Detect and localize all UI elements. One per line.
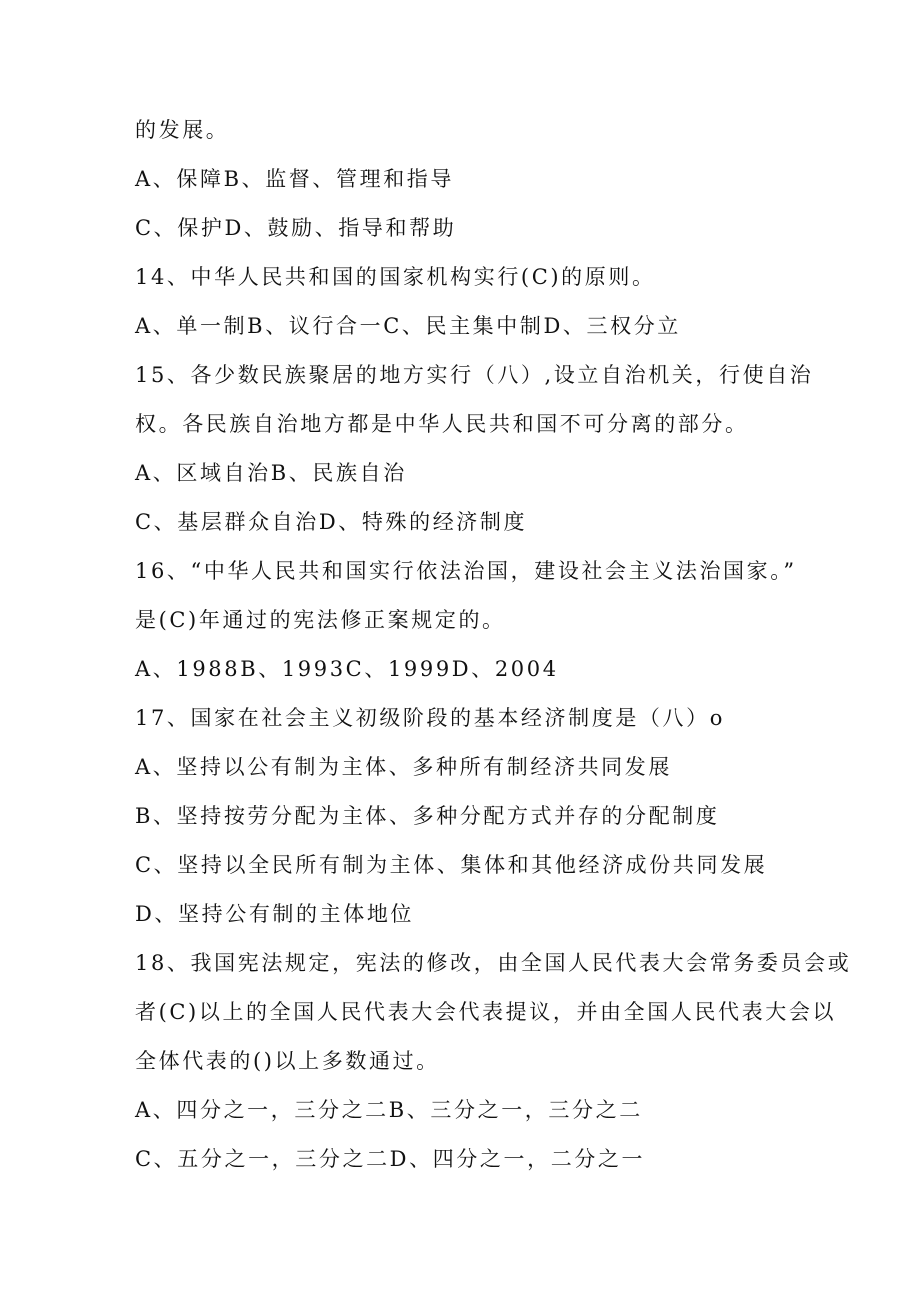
q15-option-cd: C、基层群众自治D、特殊的经济制度 <box>135 510 528 534</box>
q15-question-line1: 15、各少数民族聚居的地方实行（八）,设立自治机关，行使自治 <box>135 363 814 387</box>
q14-options: A、单一制B、议行合一C、民主集中制D、三权分立 <box>135 314 681 338</box>
q13-option-ab: A、保障B、监督、管理和指导 <box>135 167 454 191</box>
q17-option-c: C、坚持以全民所有制为主体、集体和其他经济成份共同发展 <box>135 853 768 877</box>
q18-option-cd: C、五分之一，三分之二D、四分之一，二分之一 <box>135 1147 646 1171</box>
text-line-continuation: 的发展。 <box>135 118 230 142</box>
q15-question-line2: 权。各民族自治地方都是中华人民共和国不可分离的部分。 <box>135 412 749 436</box>
q15-option-ab: A、区域自治B、民族自治 <box>135 461 407 485</box>
q17-option-b: B、坚持按劳分配为主体、多种分配方式并存的分配制度 <box>135 804 720 828</box>
q18-option-ab: A、四分之一，三分之二B、三分之一，三分之二 <box>135 1098 643 1122</box>
q14-question: 14、中华人民共和国的国家机构实行(C)的原则。 <box>135 265 656 289</box>
q18-question-line3: 全体代表的()以上多数通过。 <box>135 1049 440 1073</box>
q18-question-line1: 18、我国宪法规定，宪法的修改，由全国人民代表大会常务委员会或 <box>135 951 852 975</box>
q16-options: A、1988B、1993C、1999D、2004 <box>135 657 559 681</box>
q18-question-line2: 者(C)以上的全国人民代表大会代表提议，并由全国人民代表大会以 <box>135 1000 837 1024</box>
q17-option-d: D、坚持公有制的主体地位 <box>135 902 415 926</box>
q16-question-line2: 是(C)年通过的宪法修正案规定的。 <box>135 608 506 632</box>
q13-option-cd: C、保护D、鼓励、指导和帮助 <box>135 216 457 240</box>
q16-question-line1: 16、“中华人民共和国实行依法治国，建设社会主义法治国家。” <box>135 559 797 583</box>
q17-option-a: A、坚持以公有制为主体、多种所有制经济共同发展 <box>135 755 672 779</box>
q17-question: 17、国家在社会主义初级阶段的基本经济制度是（八）o <box>135 706 725 730</box>
